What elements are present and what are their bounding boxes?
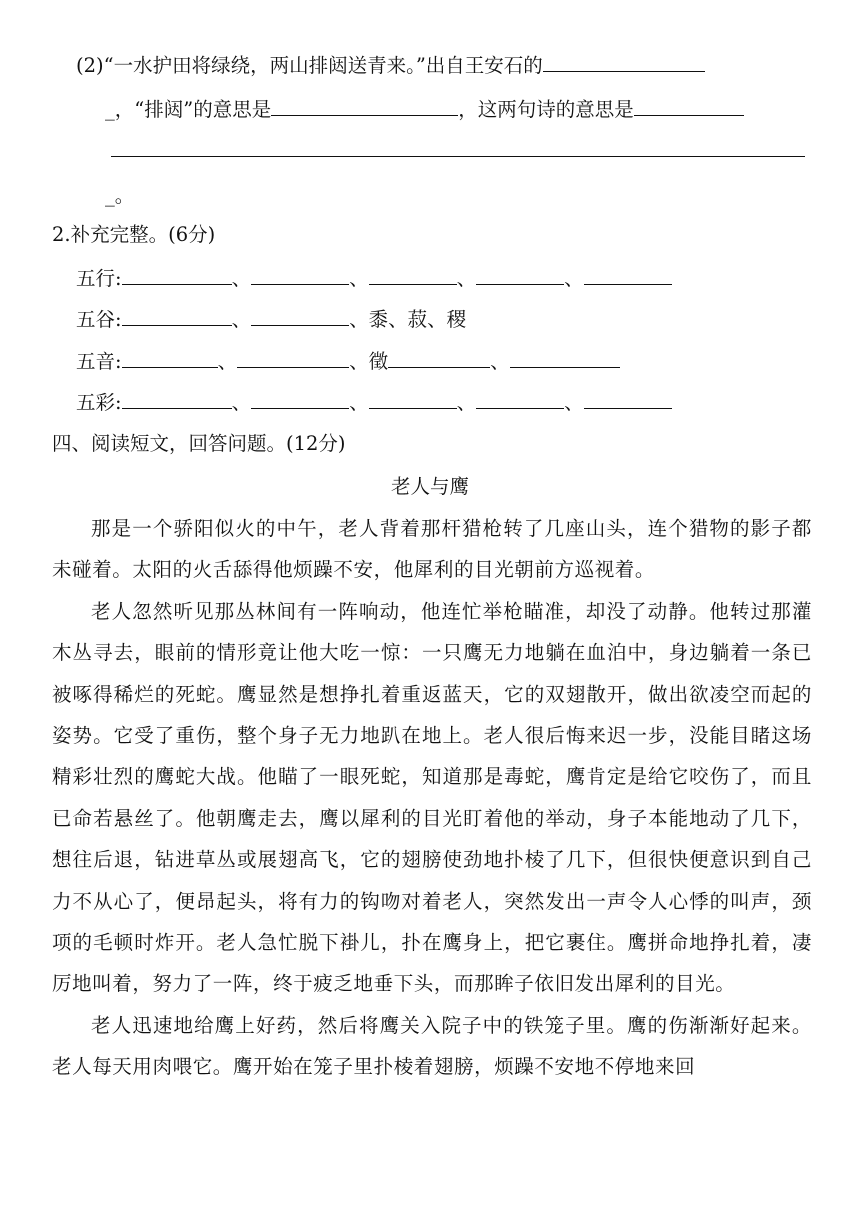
separator: 、	[427, 308, 447, 331]
wuyin-label: 五音:	[76, 350, 122, 373]
answer-line-full[interactable]	[111, 156, 805, 157]
answer-blank[interactable]	[122, 266, 232, 285]
q2-line2-b: ，这两句诗的意思是	[458, 98, 634, 121]
answer-blank[interactable]	[584, 390, 672, 409]
answer-blank[interactable]	[634, 97, 744, 116]
answer-blank[interactable]	[237, 349, 349, 368]
q2-line4	[105, 183, 134, 209]
section2-heading-text: 2.补充完整。(6分)	[52, 223, 216, 246]
wuxing-row	[76, 266, 672, 292]
separator: 、	[349, 391, 369, 414]
wuxing-label: 五行:	[76, 267, 122, 290]
separator: 、	[564, 391, 584, 414]
answer-blank[interactable]	[122, 349, 218, 368]
passage-paragraph: 老人忽然听见那丛林间有一阵响动，他连忙举枪瞄准，却没了动静。他转过那灌木丛寻去，眼前的情形竟让他大吃一惊：一只鹰无力地躺在血泊中，身边躺着一条已被啄得稀烂的死蛇。鹰显然是想挣扎着重返蓝天，它的双翅散开，做出欲凌空而起的姿势。它受了重伤，整个身子无力地趴在地上。老人很后悔来迟一步，没能目睹这场精彩壮烈的鹰蛇大战。他瞄了一眼死蛇，知道那是毒蛇，鹰肯定是给它咬伤了，而且已命若悬丝了。他朝鹰走去，鹰以犀利的目光盯着他的举动，身子本能地动了几下，想往后退，钻进草丛或展翅高飞，它的翅膀使劲地扑棱了几下，但很快便意识到自己力不从心了，便昂起头，将有力的钩吻对着老人，突然发出一声令人心悸的叫声，颈项的毛顿时炸开。老人急忙脱下褂儿，扑在鹰身上，把它裹住。鹰拼命地挣扎着，凄厉地叫着，努力了一阵，终于疲乏地垂下头，而那眸子依旧发出犀利的目光。	[52, 599, 812, 996]
answer-blank[interactable]	[122, 390, 232, 409]
wugu-given: 黍	[368, 308, 389, 331]
wugu-given: 菽	[407, 308, 428, 331]
separator: 、	[217, 350, 238, 373]
section2-heading	[52, 222, 215, 248]
answer-blank[interactable]	[369, 390, 457, 409]
q2-prefix: (2)“一水护田将绿绕，两山排闼送青来。”出自王安石的	[76, 54, 543, 77]
answer-blank[interactable]	[510, 349, 620, 368]
separator: 、	[388, 308, 408, 331]
answer-blank[interactable]	[122, 307, 232, 326]
answer-blank[interactable]	[388, 349, 490, 368]
passage-paragraph: 那是一个骄阳似火的中午，老人背着那杆猎枪转了几座山头，连个猎物的影子都未碰着。太阳的火舌舔得他烦躁不安，他犀利的目光朝前方巡视着。	[52, 517, 812, 582]
answer-blank[interactable]	[369, 266, 457, 285]
separator: 、	[349, 350, 369, 373]
q2-line1	[76, 53, 705, 79]
wugu-label: 五谷:	[76, 308, 122, 331]
answer-blank[interactable]	[584, 266, 672, 285]
answer-blank[interactable]	[543, 53, 705, 72]
passage-title: 老人与鹰	[390, 475, 469, 498]
separator: 、	[231, 391, 252, 414]
passage-body	[52, 508, 812, 1088]
answer-blank[interactable]	[476, 266, 564, 285]
separator: 、	[231, 308, 252, 331]
separator: 、	[564, 267, 584, 290]
q2-line2	[105, 97, 744, 123]
separator: 、	[456, 267, 477, 290]
answer-blank[interactable]	[251, 307, 349, 326]
section4-heading-text: 四、阅读短文，回答问题。(12分)	[52, 432, 346, 455]
separator: 、	[349, 267, 369, 290]
q2-line2-a: _，“排闼”的意思是	[105, 98, 272, 121]
separator: 、	[490, 350, 510, 373]
separator: 、	[456, 391, 477, 414]
q2-line4-text: _。	[105, 184, 135, 207]
wugu-given: 稷	[446, 308, 467, 331]
answer-blank[interactable]	[251, 390, 349, 409]
wucai-row	[76, 390, 672, 416]
passage-paragraph: 老人迅速地给鹰上好药，然后将鹰关入院子中的铁笼子里。鹰的伤渐渐好起来。老人每天用肉喂它。鹰开始在笼子里扑棱着翅膀，烦躁不安地不停地来回	[52, 1013, 812, 1079]
answer-blank[interactable]	[476, 390, 564, 409]
section4-heading	[52, 431, 346, 457]
separator: 、	[231, 267, 252, 290]
separator: 、	[349, 308, 369, 331]
wugu-row	[76, 307, 466, 333]
wucai-label: 五彩:	[76, 391, 122, 414]
wuyin-row	[76, 349, 620, 375]
wuyin-given: 徵	[368, 350, 389, 373]
answer-blank[interactable]	[251, 266, 349, 285]
answer-blank[interactable]	[271, 97, 458, 116]
